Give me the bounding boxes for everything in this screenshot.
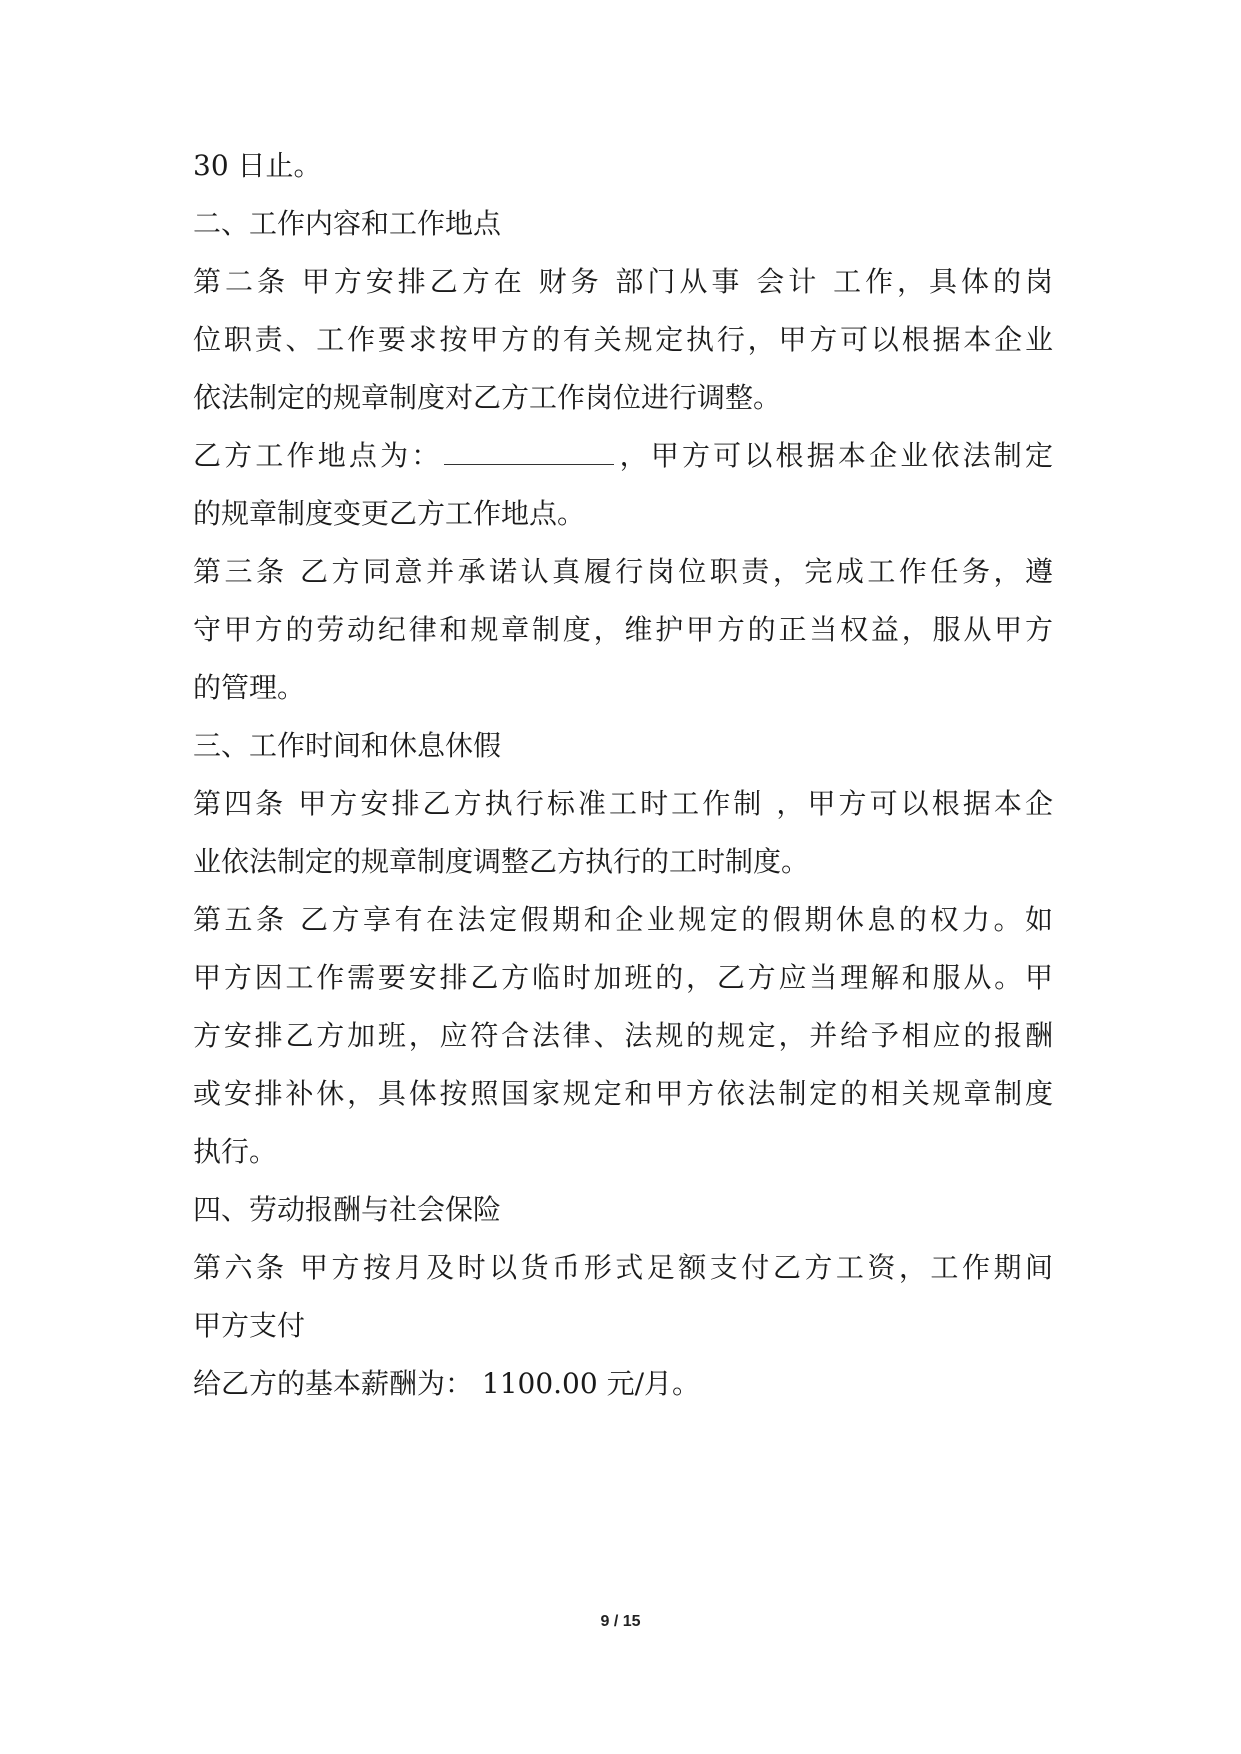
text-line: 甲方因工作需要安排乙方临时加班的，乙方应当理解和服从。甲 <box>193 961 1053 994</box>
text-line: 执行。 <box>193 1135 278 1168</box>
section-heading: 二、工作内容和工作地点 <box>193 207 502 240</box>
text-line: 依法制定的规章制度对乙方工作岗位进行调整。 <box>193 381 782 414</box>
text-line: 或安排补休，具体按照国家规定和甲方依法制定的相关规章制度 <box>193 1077 1053 1110</box>
text-fragment: ，甲方可以根据本企业依法制定 <box>616 439 1053 472</box>
text-line: 甲方支付 <box>193 1309 306 1342</box>
text-line: 业依法制定的规章制度调整乙方执行的工时制度。 <box>193 845 810 878</box>
text-line: 第六条 甲方按月及时以货币形式足额支付乙方工资，工作期间 <box>193 1251 1053 1284</box>
text-line: 的管理。 <box>193 671 306 704</box>
text-line: 第二条 甲方安排乙方在 财务 部门从事 会计 工作，具体的岗 <box>193 265 1053 298</box>
page-number: 9 / 15 <box>600 1613 641 1630</box>
section-heading: 三、工作时间和休息休假 <box>193 729 502 762</box>
section-heading: 四、劳动报酬与社会保险 <box>193 1193 502 1226</box>
text-line: 位职责、工作要求按甲方的有关规定执行，甲方可以根据本企业 <box>193 323 1053 356</box>
work-location-label: 乙方工作地点为： <box>193 439 443 472</box>
text-line-with-blank <box>193 438 1053 474</box>
text-line: 的规章制度变更乙方工作地点。 <box>193 497 586 530</box>
text-line: 第五条 乙方享有在法定假期和企业规定的假期休息的权力。如 <box>193 903 1053 936</box>
text-line: 守甲方的劳动纪律和规章制度，维护甲方的正当权益，服从甲方 <box>193 613 1053 646</box>
text-line: 第三条 乙方同意并承诺认真履行岗位职责，完成工作任务，遵 <box>193 555 1053 588</box>
text-line: 方安排乙方加班，应符合法律、法规的规定，并给予相应的报酬 <box>193 1019 1053 1052</box>
text-line: 第四条 甲方安排乙方执行标准工时工作制 ，甲方可以根据本企 <box>193 787 1053 820</box>
text-line: 给乙方的基本薪酬为： 1100.00 元/月。 <box>193 1367 701 1400</box>
work-location-blank <box>444 438 614 465</box>
text-line: 30 日止。 <box>193 149 322 182</box>
